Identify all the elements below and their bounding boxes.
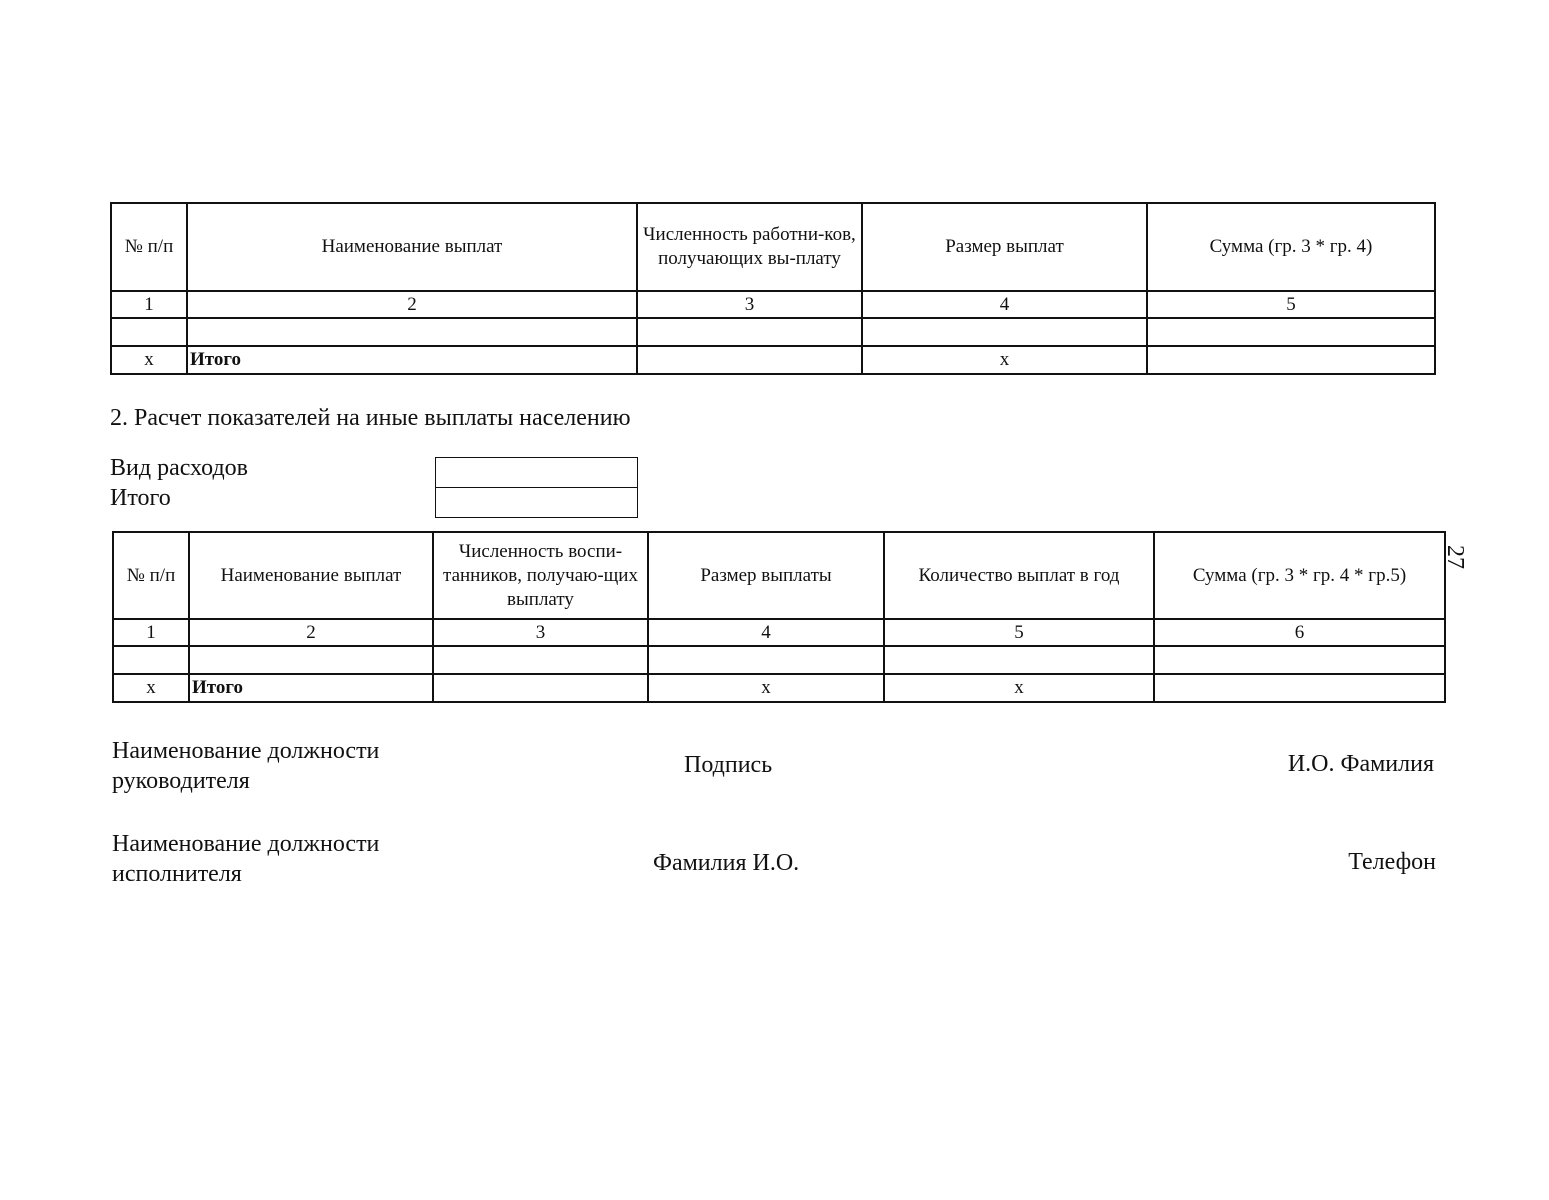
col-num: 2 [187, 291, 637, 318]
table-cell[interactable] [111, 318, 187, 346]
payments-table-1 [110, 202, 1436, 375]
table-cell[interactable] [884, 646, 1154, 674]
col-num: 2 [189, 619, 433, 646]
section-title: 2. Расчет показателей на иные выплаты населению [110, 405, 631, 431]
header-payment-name: Наименование выплат [187, 203, 637, 291]
header-sum: Сумма (гр. 3 * гр. 4) [1147, 203, 1435, 291]
total-sum[interactable] [1147, 346, 1435, 374]
col-num: 1 [111, 291, 187, 318]
total-employee-count[interactable] [637, 346, 862, 374]
header-pupil-count: Численность воспи-танников, получаю-щих выплату [433, 532, 648, 619]
table-cell[interactable] [433, 646, 648, 674]
col-num: 3 [637, 291, 862, 318]
header-sum: Сумма (гр. 3 * гр. 4 * гр.5) [1154, 532, 1445, 619]
column-numbers-row [113, 619, 1445, 646]
page-number: 27 [1442, 545, 1468, 569]
table-row [111, 318, 1435, 346]
header-number: № п/п [111, 203, 187, 291]
head-position-label: Наименование должности руководителя [112, 738, 380, 794]
header-payment-name: Наименование выплат [189, 532, 433, 619]
table-cell[interactable] [189, 646, 433, 674]
table-header-row [113, 532, 1445, 619]
col-num: 5 [884, 619, 1154, 646]
head-name-label: И.О. Фамилия [1287, 751, 1434, 777]
col-num: 6 [1154, 619, 1445, 646]
header-number: № п/п [113, 532, 189, 619]
total-payment-size: x [862, 346, 1147, 374]
executor-name-label: Фамилия И.О. [653, 850, 800, 876]
total-label: Итого [189, 674, 433, 702]
table-cell[interactable] [113, 646, 189, 674]
table-cell[interactable] [648, 646, 884, 674]
executor-phone-label: Телефон [1348, 849, 1436, 875]
col-num: 3 [433, 619, 648, 646]
total-mark: x [111, 346, 187, 374]
expense-kind-field[interactable] [435, 457, 638, 488]
col-num: 5 [1147, 291, 1435, 318]
total-pupil-count[interactable] [433, 674, 648, 702]
total-payments-per-year: x [884, 674, 1154, 702]
head-signature-label: Подпись [684, 752, 773, 778]
col-num: 1 [113, 619, 189, 646]
total-payment-size: x [648, 674, 884, 702]
table-cell[interactable] [1147, 318, 1435, 346]
table-cell[interactable] [187, 318, 637, 346]
header-payment-size: Размер выплаты [648, 532, 884, 619]
total-row [111, 346, 1435, 374]
expense-kind-label: Вид расходов [110, 455, 248, 481]
table-header-row [111, 203, 1435, 291]
expense-total-field[interactable] [435, 487, 638, 518]
payments-table-2 [112, 531, 1446, 703]
table-cell[interactable] [637, 318, 862, 346]
total-mark: x [113, 674, 189, 702]
col-num: 4 [862, 291, 1147, 318]
table-cell[interactable] [1154, 646, 1445, 674]
header-payments-per-year: Количество выплат в год [884, 532, 1154, 619]
executor-position-label: Наименование должности исполнителя [112, 831, 380, 887]
total-label: Итого [187, 346, 637, 374]
expense-total-label: Итого [110, 485, 171, 511]
header-payment-size: Размер выплат [862, 203, 1147, 291]
table-row [113, 646, 1445, 674]
header-employee-count: Численность работни-ков, получающих вы-плату [637, 203, 862, 291]
col-num: 4 [648, 619, 884, 646]
table-cell[interactable] [862, 318, 1147, 346]
column-numbers-row [111, 291, 1435, 318]
total-sum[interactable] [1154, 674, 1445, 702]
total-row [113, 674, 1445, 702]
